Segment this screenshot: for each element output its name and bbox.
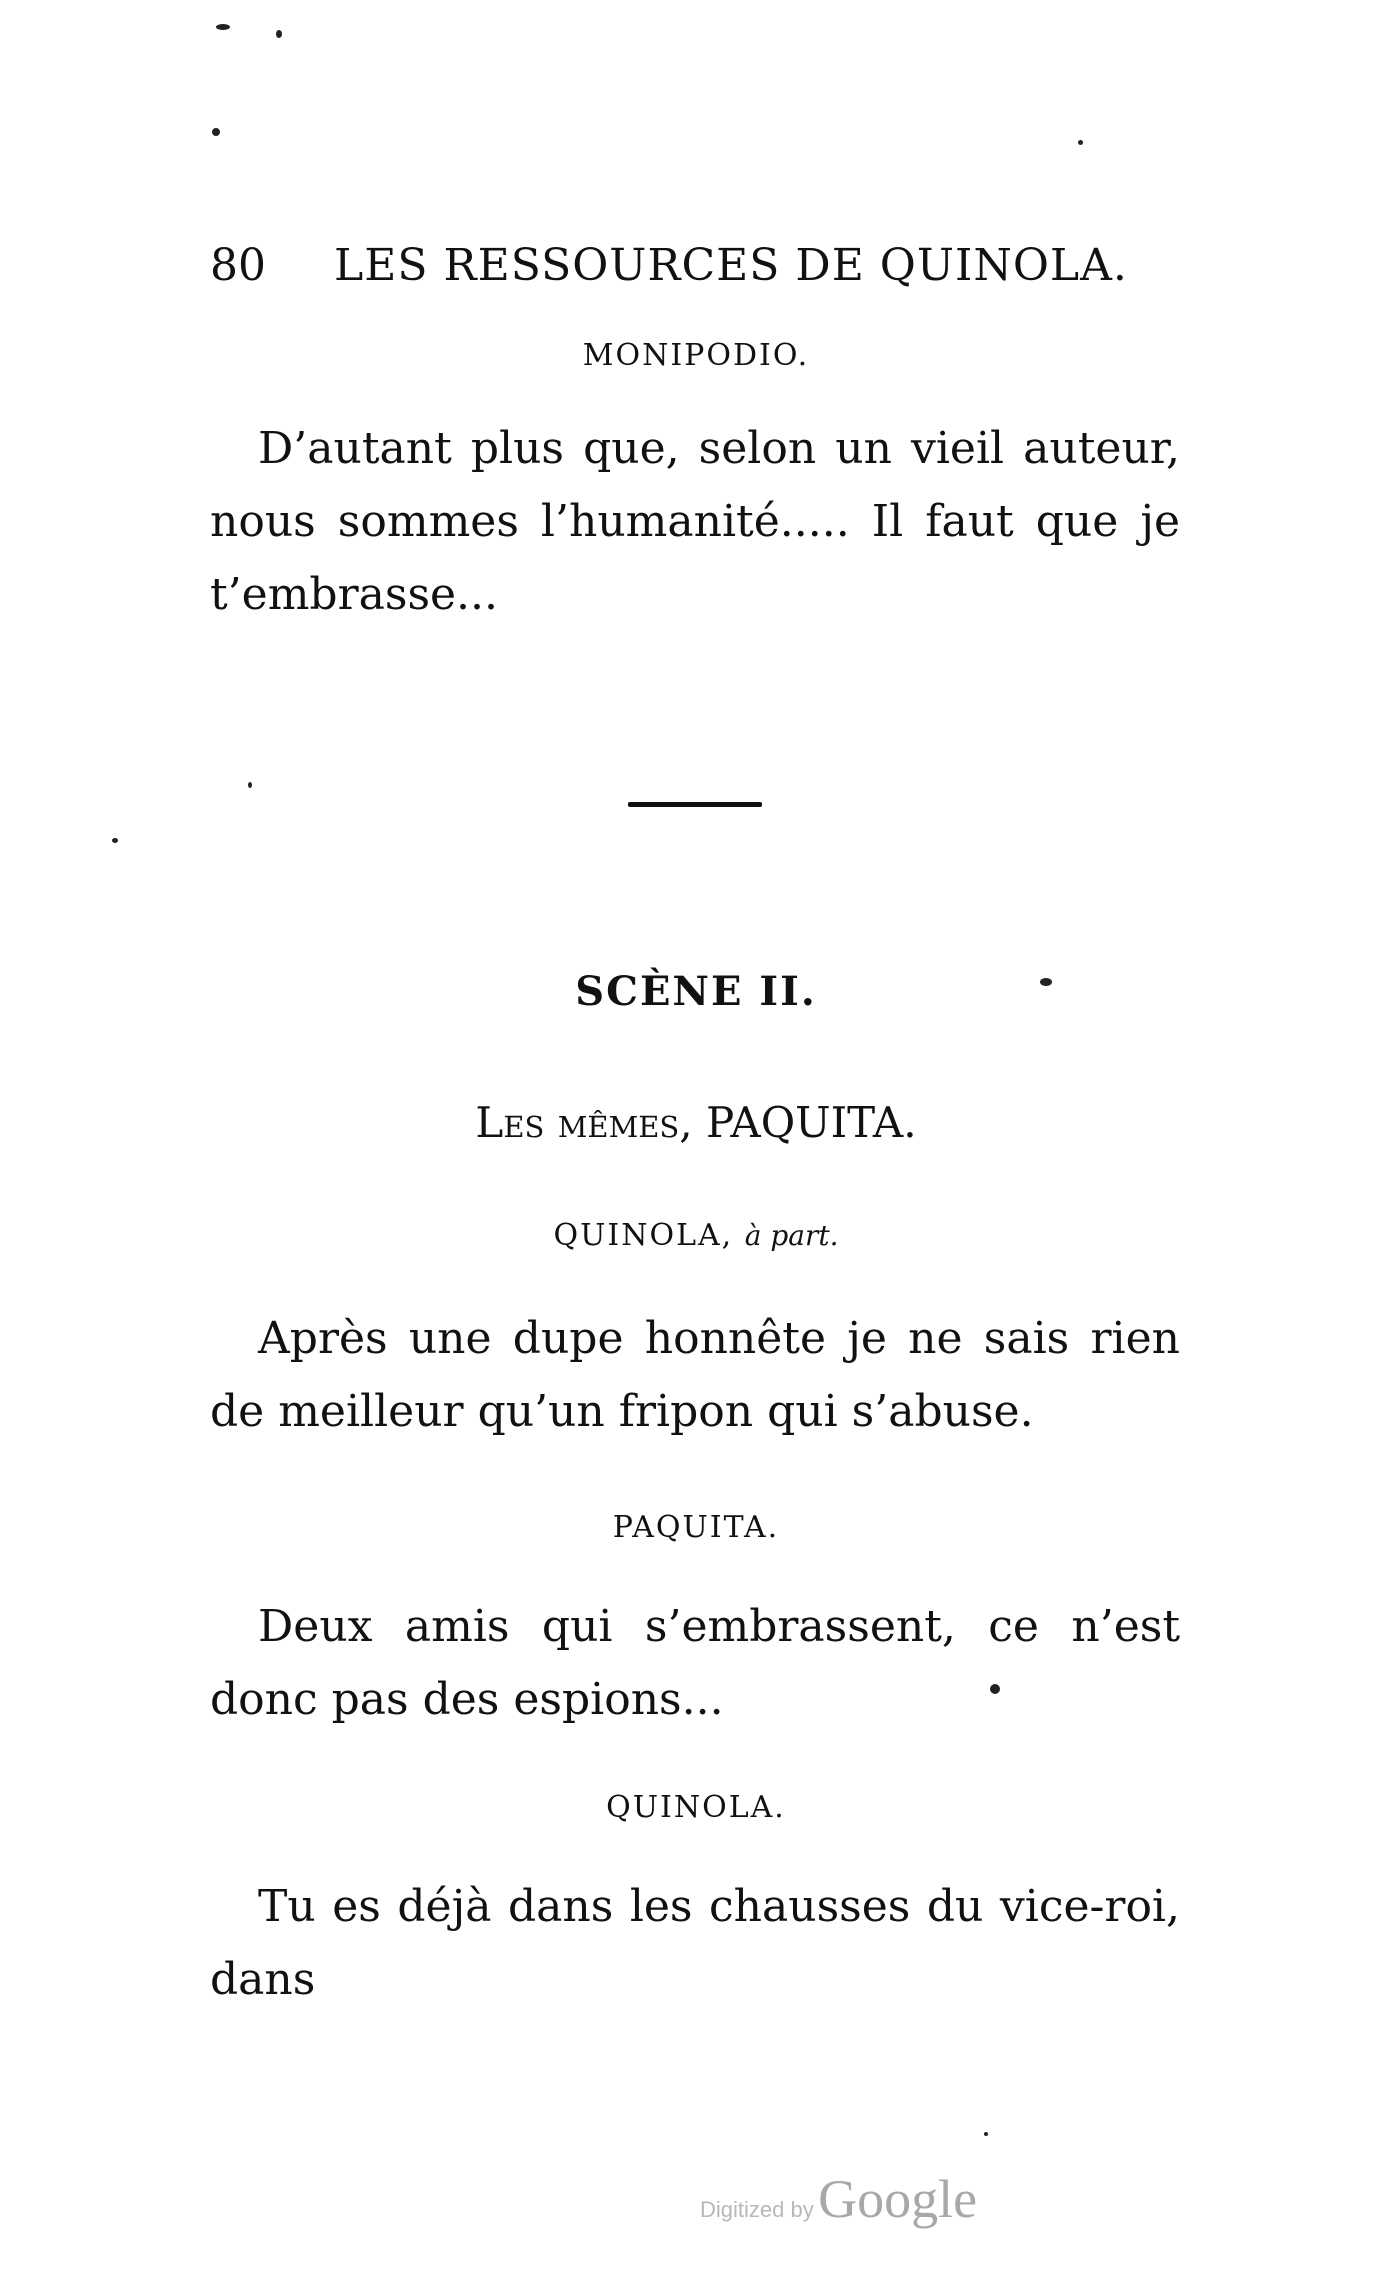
paragraph-quinola-2: Tu es déjà dans les chausses du vice-roi, dans: [210, 1881, 1180, 2005]
scan-speck: [216, 24, 230, 30]
digitized-footer: [700, 2168, 977, 2230]
speaker-paquita: PAQUITA.: [612, 1510, 780, 1545]
paragraph-quinola-1: Après une dupe honnête je ne sais rien de meilleur qu’un fripon qui s’abuse.: [210, 1313, 1180, 1437]
scan-speck: [1040, 978, 1052, 986]
scan-speck: [276, 30, 282, 38]
speaker-quinola-name: QUINOLA,: [553, 1218, 734, 1253]
speaker-quinola-aside: [0, 1218, 1392, 1253]
scene-title: SCÈNE II.: [575, 968, 817, 1015]
scan-speck: [112, 838, 118, 843]
paragraph-monipodio: D’autant plus que, selon un vieil auteur, nous sommes l’humanité..... Il faut que je t’embrasse...: [210, 423, 1180, 620]
scan-speck: [212, 128, 220, 136]
cast-paquita: PAQUITA.: [706, 1098, 917, 1147]
cast-les-memes: Les mêmes,: [475, 1098, 693, 1147]
section-divider: [628, 802, 762, 807]
cast-list: [0, 1098, 1392, 1147]
page-number: 80: [210, 240, 266, 291]
scan-speck: [990, 1684, 1000, 1694]
running-header: [210, 240, 1210, 291]
running-title: LES RESSOURCES DE QUINOLA.: [334, 240, 1128, 291]
paragraph-paquita: Deux amis qui s’embrassent, ce n’est donc pas des espions...: [210, 1601, 1180, 1725]
scan-speck: [1078, 140, 1083, 145]
speaker-quinola: QUINOLA.: [606, 1790, 786, 1825]
scan-speck: [248, 782, 252, 788]
stage-direction: à part.: [744, 1219, 839, 1252]
google-logo: Google: [818, 2169, 978, 2229]
scan-speck: [984, 2132, 988, 2136]
digitized-by-label: Digitized by: [700, 2197, 814, 2222]
speaker-monipodio: MONIPODIO.: [582, 338, 810, 373]
